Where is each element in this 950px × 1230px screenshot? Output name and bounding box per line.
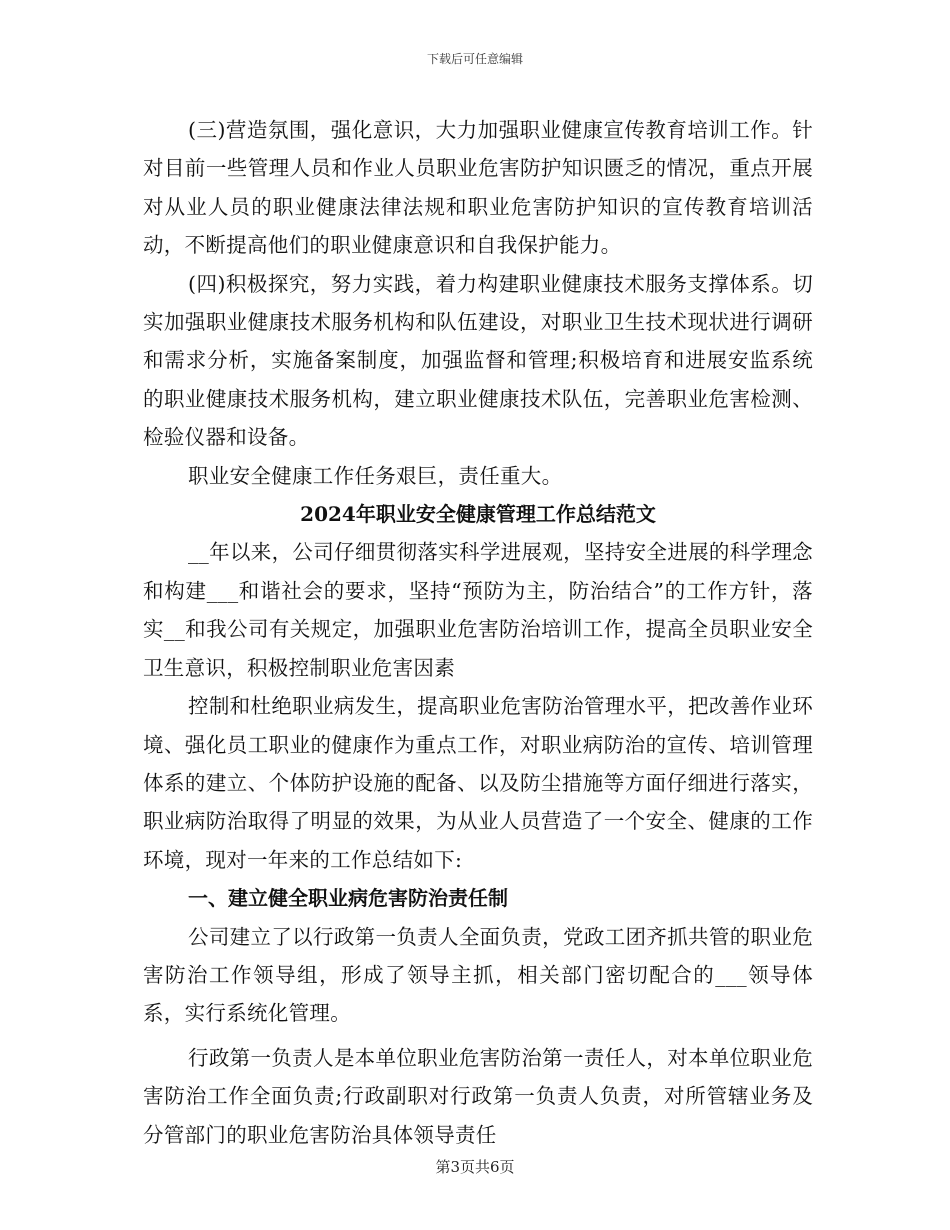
- paragraph: (四)积极探究，努力实践，着力构建职业健康技术服务支撑体系。切实加强职业健康技术服务机构和队伍建设，对职业卫生技术现状进行调研和需求分析，实施备案制度，加强监督和管理;积极培育和进展安监系统的职业健康技术服务机构，建立职业健康技术队伍，完善职业危害检测、检验仪器和设备。: [143, 271, 813, 450]
- page-header: 下载后可任意编辑: [426, 52, 523, 66]
- paragraph: 公司建立了以行政第一负责人全面负责，党政工团齐抓共管的职业危害防治工作领导组，形成了领导主抓，相关部门密切配合的___领导体系，实行系统化管理。: [143, 924, 813, 1026]
- page-footer: 第3页共6页: [435, 1158, 515, 1176]
- paragraph: (三)营造氛围，强化意识，大力加强职业健康宣传教育培训工作。针对目前一些管理人员和作业人员职业危害防护知识匮乏的情况，重点开展对从业人员的职业健康法律法规和职业危害防护知识的宣传教育培训活动，不断提高他们的职业健康意识和自我保护能力。: [143, 118, 813, 258]
- paragraph: __年以来，公司仔细贯彻落实科学进展观，坚持安全进展的科学理念和构建___和谐社会的要求，坚持“预防为主，防治结合”的工作方针，落实__和我公司有关规定，加强职业危害防治培训工作，提高全员职业安全卫生意识，积极控制职业危害因素: [143, 540, 813, 680]
- paragraph: 职业安全健康工作任务艰巨，责任重大。: [188, 463, 563, 488]
- document-body: [143, 111, 813, 1154]
- document-title: 2024年职业安全健康管理工作总结范文: [300, 502, 656, 527]
- paragraph: 控制和杜绝职业病发生，提高职业危害防治管理水平，把改善作业环境、强化员工职业的健康作为重点工作，对职业病防治的宣传、培训管理体系的建立、个体防护设施的配备、以及防尘措施等方面仔细进行落实，职业病防治取得了明显的效果，为从业人员营造了一个安全、健康的工作环境，现对一年来的工作总结如下:: [143, 694, 813, 872]
- section-heading: 一、建立健全职业病危害防治责任制: [188, 886, 508, 911]
- paragraph: 行政第一负责人是本单位职业危害防治第一责任人，对本单位职业危害防治工作全面负责;行政副职对行政第一负责人负责，对所管辖业务及分管部门的职业危害防治具体领导责任: [143, 1045, 813, 1147]
